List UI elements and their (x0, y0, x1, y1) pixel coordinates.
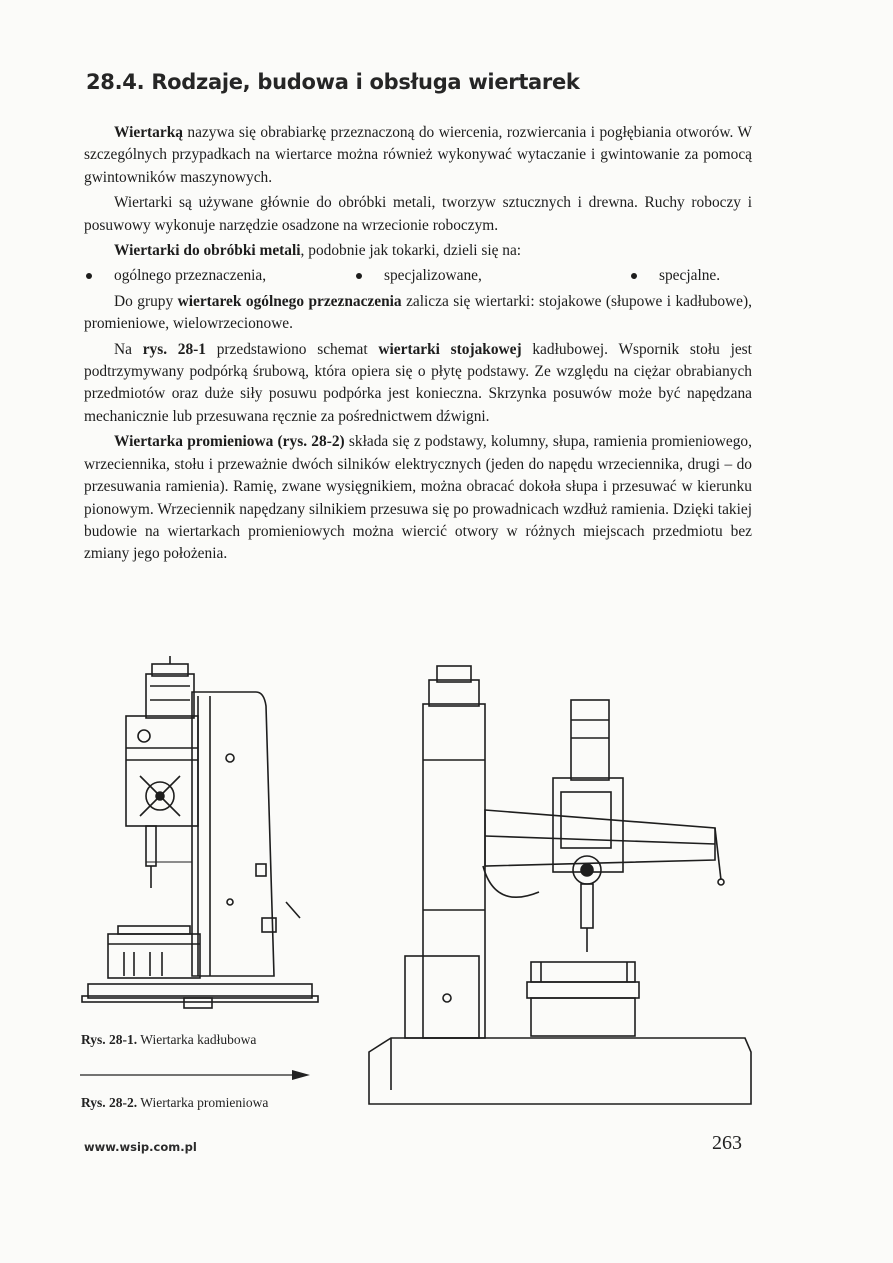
paragraph-1 (84, 122, 752, 189)
figure-1-title: Wiertarka kadłubowa (140, 1032, 257, 1047)
paragraph-1-text: nazywa się obrabiarkę przeznaczoną do wiercenia, rozwiercania i pogłębiania otworów. W szczególnych przypadkach na wiertarce można również wykonywać wytaczanie i gwintowanie za pomocą gwintowników maszynowych. (84, 124, 752, 186)
paragraph-5-mid: przedstawiono schemat (206, 340, 379, 358)
drill-types-list (84, 265, 752, 287)
paragraph-2: Wiertarki są używane głównie do obróbki metali, tworzyw sztucznych i drewna. Ruchy roboczy i posuwowy wykonuje narzędzie osadzone na wrzecionie roboczym. (84, 194, 752, 234)
figure-ref: rys. 28-1 (142, 340, 206, 358)
section-number: 28.4. (86, 70, 145, 94)
list-item: ogólnego przeznaczenia, (84, 265, 354, 287)
figure-2-caption (81, 1095, 268, 1111)
term-wiertarki-metale: Wiertarki do obróbki metali (114, 242, 301, 260)
page-number: 263 (712, 1132, 742, 1154)
term-ogolnego: wiertarek ogólnego przeznaczenia (177, 292, 402, 310)
figure-radial-drill (365, 660, 755, 1110)
figure-1-caption (81, 1032, 256, 1048)
figure-ref: (rys. 28-2) (273, 433, 345, 451)
paragraph-4 (84, 291, 752, 336)
figure-2-label: Rys. 28-2. (81, 1095, 138, 1110)
paragraph-4-pre: Do grupy (114, 292, 178, 310)
paragraph-6-text: składa się z podstawy, kolumny, słupa, ramienia promieniowego, wrzeciennika, stołu i przeważnie dwóch silników elektrycznych (jeden do napędu wrzeciennika, drugi – do przesuwania ramienia). Ramię, zwane wysięgnikiem, można obracać dokoła słupa i przesuwać w kierunku pionowym. Wrzeciennik napędzany silnikiem przesuwa się po prowadnicach wzdłuż ramienia. Dzięki takiej budowie na wiertarkach promieniowych można wiercić otwory w różnych miejscach przedmiotu bez zmiany jego położenia. (84, 433, 752, 563)
paragraph-3 (84, 240, 752, 262)
section-heading (86, 70, 580, 94)
term-stojakowa: wiertarki stojakowej (378, 340, 522, 358)
paragraph-5-pre: Na (114, 340, 143, 358)
term-promieniowa: Wiertarka promieniowa (114, 433, 274, 451)
term-wiertarka: Wiertarką (114, 124, 183, 141)
paragraph-3-text: , podobnie jak tokarki, dzieli się na: (300, 242, 522, 260)
paragraph-5 (84, 339, 752, 429)
paragraph-6 (84, 431, 752, 565)
paragraph-4-text: zalicza się wiertarki: stojakowe (słupowe i kadłubowe), promieniowe, wielowrzecionowe. (84, 292, 752, 333)
list-item: specjalne. (629, 265, 720, 287)
list-item: specjalizowane, (354, 265, 629, 287)
figure-1-label: Rys. 28-1. (81, 1032, 138, 1047)
section-title: Rodzaje, budowa i obsługa wiertarek (151, 70, 580, 94)
arrow-icon (80, 1068, 312, 1082)
paragraph-5-text: kadłubowej. Wspornik stołu jest podtrzymywany podpórką śrubową, która opiera się o płytę podstawy. Ze względu na ciężar obrabianych przedmiotów oraz duże siły posuwu podpórka jest konieczna. Skrzynka posuwów może być napędzana mechanicznie lub przesuwana ręcznie za pośrednictwem dźwigni. (84, 340, 752, 425)
body-text (84, 122, 752, 569)
footer-url: www.wsip.com.pl (84, 1140, 197, 1154)
figure-box-drill (80, 656, 320, 1018)
figure-2-title: Wiertarka promieniowa (140, 1095, 269, 1110)
